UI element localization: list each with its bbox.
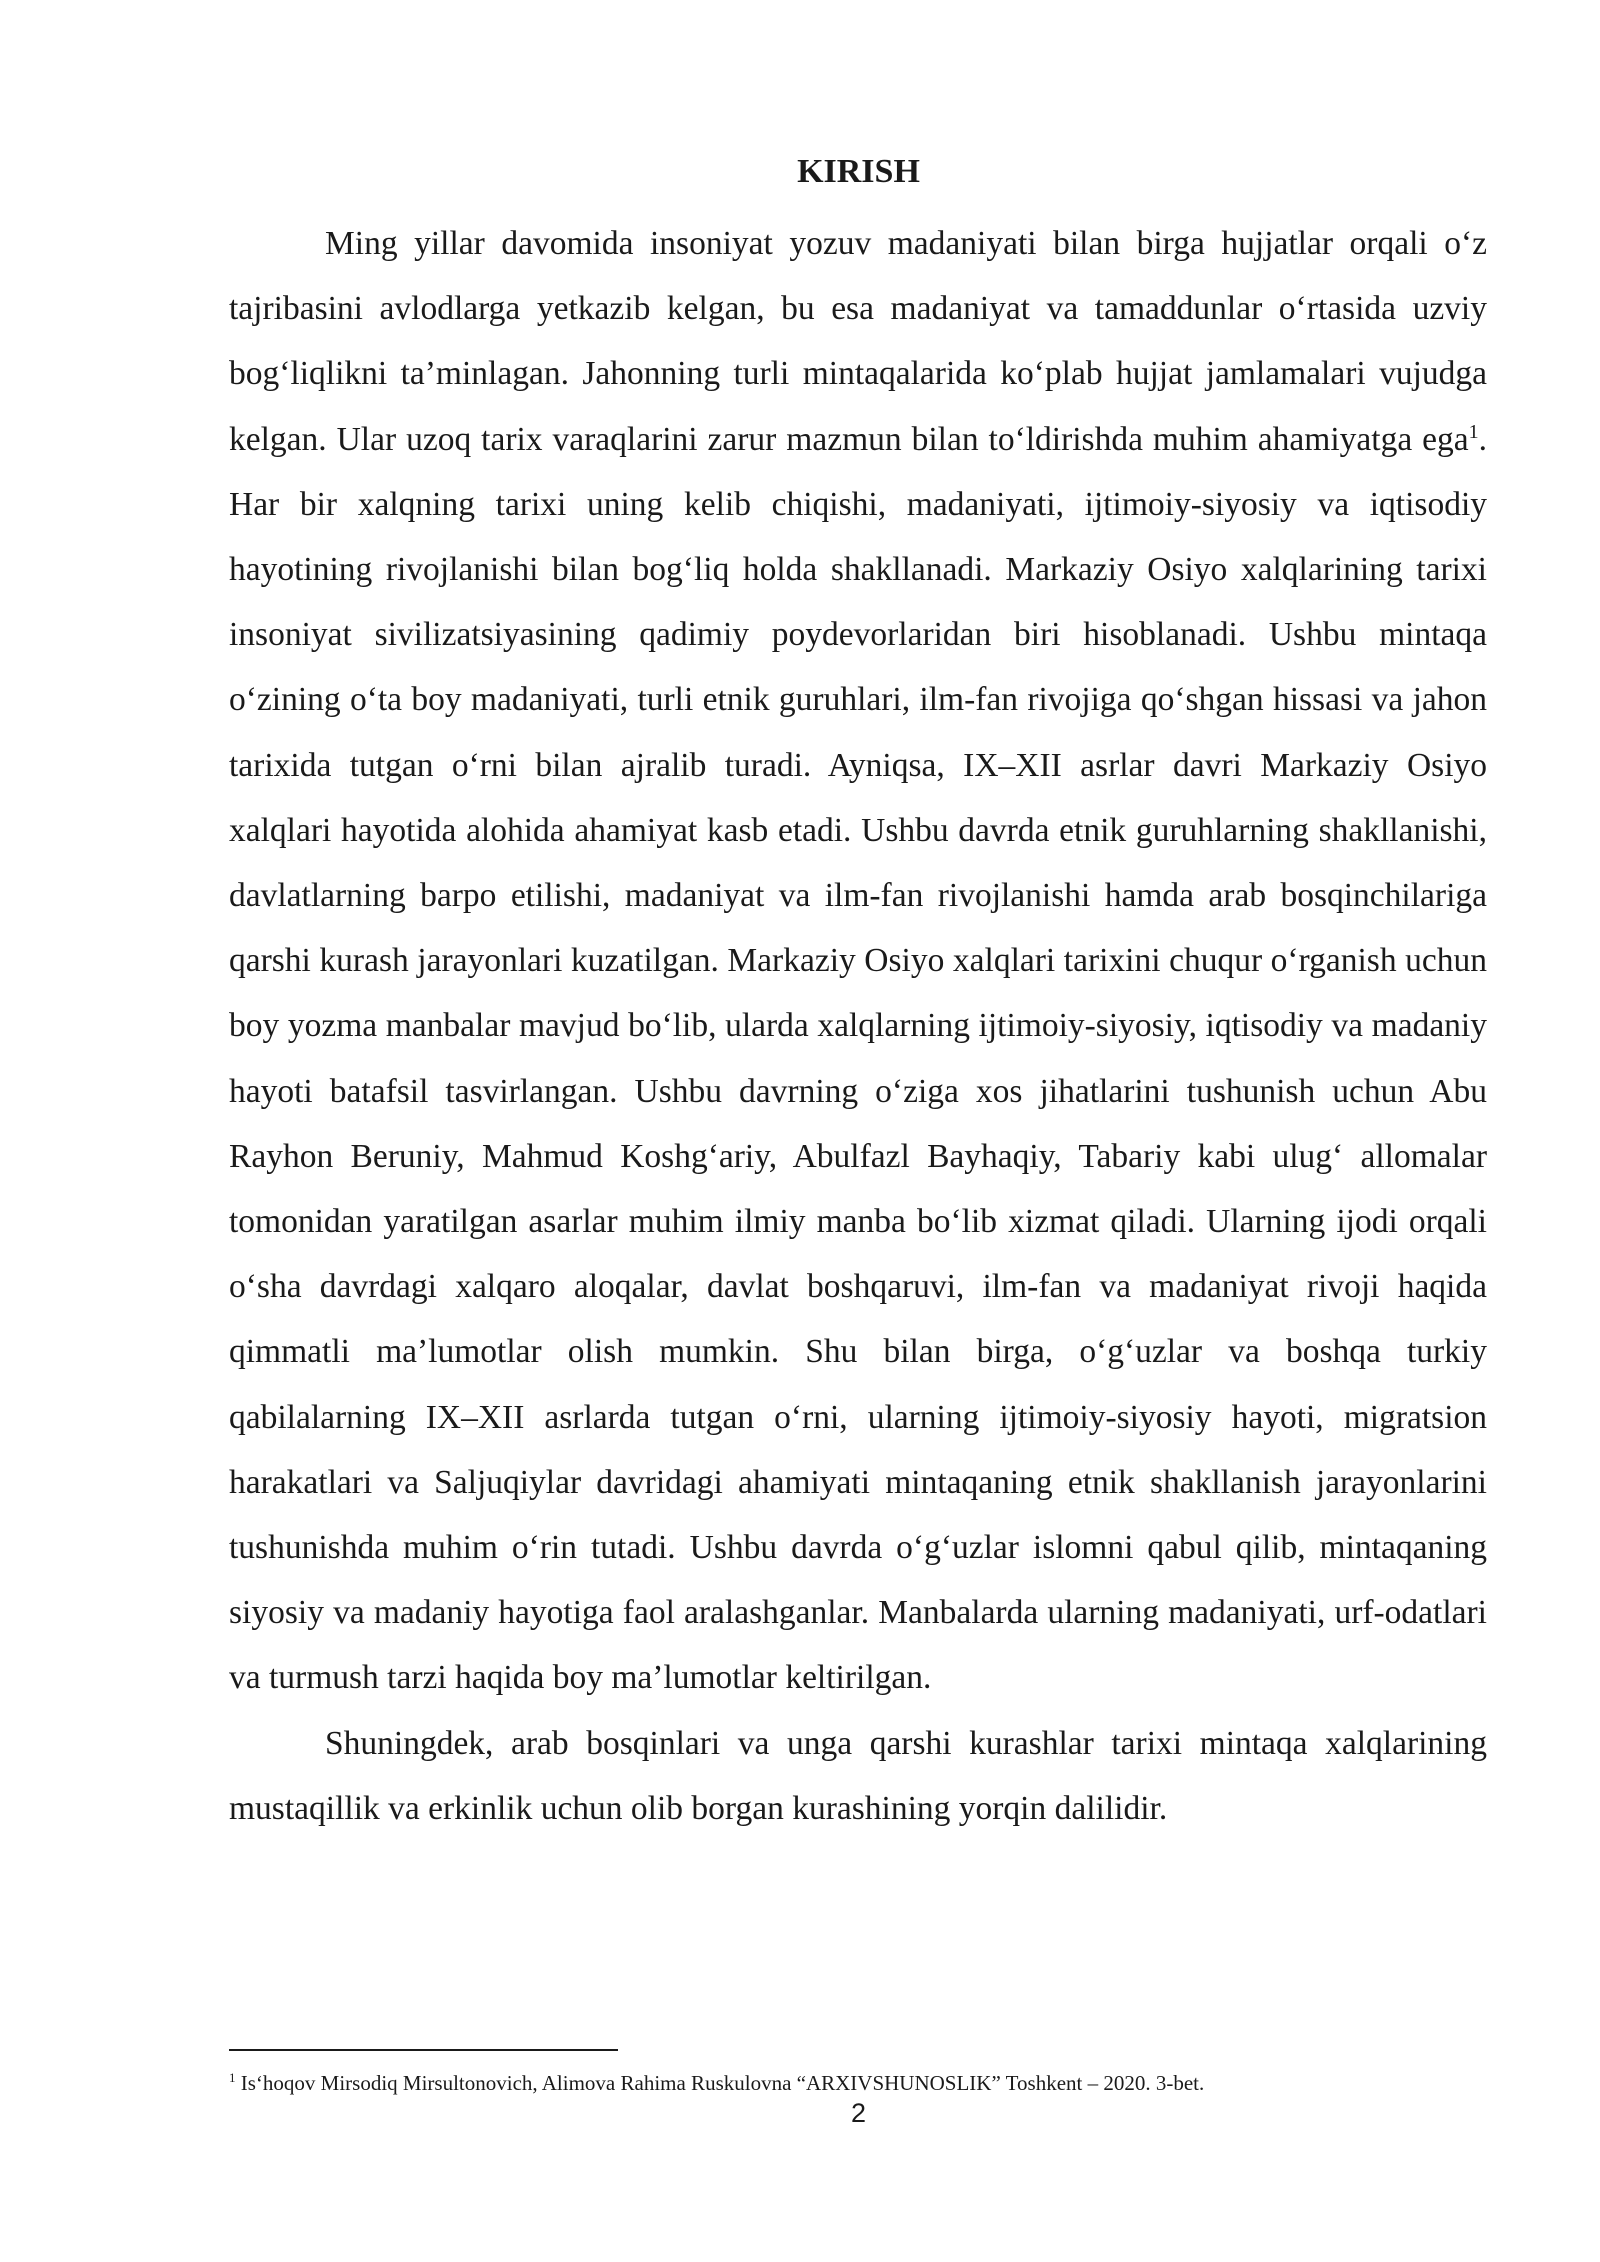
paragraph-1-text-a: Ming yillar davomida insoniyat yozuv madaniyati bilan birga hujjatlar orqali o‘z tajribasini avlodlarga yetkazib kelgan, bu esa madaniyat va tamaddunlar o‘rtasida uzviy bog‘liqlikni ta’minlagan. Jahonning turli mintaqalarida ko‘plab hujjat jamlamalari vujudga kelgan. Ular uzoq tarix varaqlarini zarur mazmun bilan to‘ldirishda muhim ahamiyatga ega [229, 225, 1487, 458]
footnote-divider [229, 2049, 618, 2051]
page-title: KIRISH [797, 153, 920, 190]
paragraph-1 [229, 211, 1487, 1711]
body-text [229, 211, 1487, 1841]
footnote-marker: 1 [229, 2070, 236, 2085]
paragraph-1-text-b: . Har bir xalqning tarixi uning kelib chiqishi, madaniyati, ijtimoiy-siyosiy va iqtisodiy hayotining rivojlanishi bilan bog‘liq holda shakllanadi. Markaziy Osiyo xalqlarining tarixi insoniyat sivilizatsiyasining qadimiy poydevorlaridan biri hisoblanadi. Ushbu mintaqa o‘zining o‘ta boy madaniyati, turli etnik guruhlari, ilm-fan rivojiga qo‘shgan hissasi va jahon tarixida tutgan o‘rni bilan ajralib turadi. Ayniqsa, IX–XII asrlar davri Markaziy Osiyo xalqlari hayotida alohida ahamiyat kasb etadi. Ushbu davrda etnik guruhlarning shakllanishi, davlatlarning barpo etilishi, madaniyat va ilm-fan rivojlanishi hamda arab bosqinchilariga qarshi kurash jarayonlari kuzatilgan. Markaziy Osiyo xalqlari tarixini chuqur o‘rganish uchun boy yozma manbalar mavjud bo‘lib, ularda xalqlarning ijtimoiy-siyosiy, iqtisodiy va madaniy hayoti batafsil tasvirlangan. Ushbu davrning o‘ziga xos jihatlarini tushunish uchun Abu Rayhon Beruniy, Mahmud Koshg‘ariy, Abulfazl Bayhaqiy, Tabariy kabi ulug‘ allomalar tomonidan yaratilgan asarlar muhim ilmiy manba bo‘lib xizmat qiladi. Ularning ijodi orqali o‘sha davrdagi xalqaro aloqalar, davlat boshqaruvi, ilm-fan va madaniyat rivoji haqida qimmatli ma’lumotlar olish mumkin. Shu bilan birga, o‘g‘uzlar va boshqa turkiy qabilalarning IX–XII asrlarda tutgan o‘rni, ularning ijtimoiy-siyosiy hayoti, migratsion harakatlari va Saljuqiylar davridagi ahamiyati mintaqaning etnik shakllanish jarayonlarini tushunishda muhim o‘rin tutadi. Ushbu davrda o‘g‘uzlar islomni qabul qilib, mintaqaning siyosiy va madaniy hayotiga faol aralashganlar. Manbalarda ularning madaniyati, urf-odatlari va turmush tarzi haqida boy ma’lumotlar keltirilgan. [229, 420, 1487, 1697]
footnote [229, 2064, 1487, 2097]
footnote-text: Is‘hoqov Mirsodiq Mirsultonovich, Alimova Rahima Ruskulovna “ARXIVSHUNOSLIK” Toshkent – 2020. 3-bet. [235, 2071, 1205, 2095]
footnote-reference[interactable]: 1 [1468, 420, 1479, 443]
paragraph-2: Shuningdek, arab bosqinlari va unga qarshi kurashlar tarixi mintaqa xalqlarining mustaqillik va erkinlik uchun olib borgan kurashining yorqin dalilidir. [229, 1724, 1487, 1827]
page-number: 2 [850, 2098, 867, 2128]
